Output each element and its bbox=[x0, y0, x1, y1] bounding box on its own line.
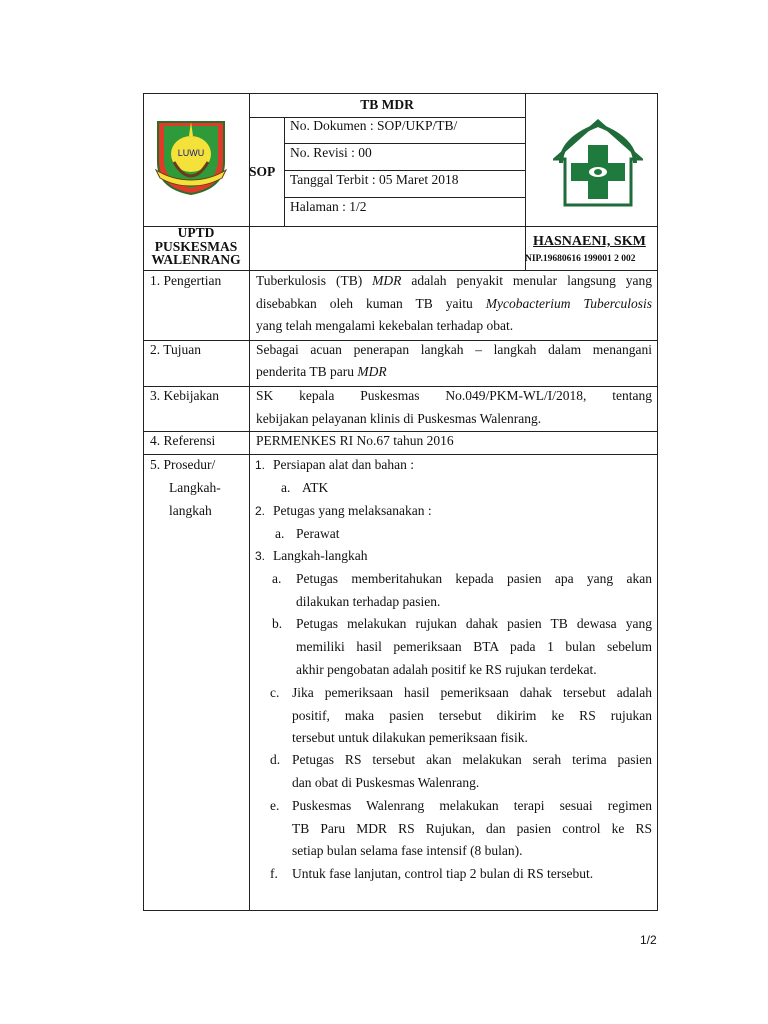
list-item-2-num: 2. bbox=[255, 504, 266, 518]
row-label-tujuan: 2. Tujuan bbox=[150, 342, 202, 357]
signer-name: HASNAENI, SKM bbox=[533, 234, 646, 249]
pengertian-l2a: disebabkan oleh kuman TB yaitu bbox=[256, 296, 486, 311]
pengertian-l1c: adalah penyakit menular langsung yang bbox=[401, 273, 652, 288]
row-label-langkah2: langkah bbox=[169, 503, 212, 518]
kebijakan-line2: kebijakan pelayanan klinis di Puskesmas Walenrang. bbox=[256, 411, 542, 426]
luwu-logo-text: LUWU bbox=[177, 148, 205, 158]
step-f-line1: Untuk fase lanjutan, control tiap 2 bulan di RS tersebut. bbox=[292, 866, 594, 881]
page-info: Halaman : 1/2 bbox=[290, 199, 367, 214]
signer-nip bbox=[525, 251, 636, 267]
step-e-line1: Puskesmas Walenrang melakukan terapi sesuai regimen bbox=[292, 798, 652, 813]
step-b-num: b. bbox=[272, 616, 283, 631]
table-border-right bbox=[657, 93, 658, 911]
pengertian-l1b: MDR bbox=[372, 273, 402, 288]
luwu-logo bbox=[152, 116, 230, 196]
step-c-line3: tersebut untuk dilakukan pemeriksaan fisik. bbox=[292, 730, 528, 745]
step-c-num: c. bbox=[270, 685, 280, 700]
referensi-line1: PERMENKES RI No.67 tahun 2016 bbox=[256, 433, 454, 448]
table-border-bottom bbox=[143, 910, 658, 911]
row-label-referensi: 4. Referensi bbox=[150, 433, 216, 448]
list-item-3-text: Langkah-langkah bbox=[273, 548, 368, 563]
step-d-num: d. bbox=[270, 752, 281, 767]
pengertian-l1a: Tuberkulosis (TB) bbox=[256, 273, 373, 288]
org-name-line2: PUSKESMAS bbox=[154, 239, 238, 254]
list-item-3-num: 3. bbox=[255, 549, 266, 563]
list-item-2-text: Petugas yang melaksanakan : bbox=[273, 503, 432, 518]
list-item-1a-num: a. bbox=[281, 480, 291, 495]
tujuan-line1: Sebagai acuan penerapan langkah – langkah dalam menangani bbox=[256, 342, 652, 357]
step-a-line1: Petugas memberitahukan kepada pasien apa yang akan bbox=[296, 571, 652, 586]
row-label-kebijakan: 3. Kebijakan bbox=[150, 388, 219, 403]
step-d-line2: dan obat di Puskesmas Walenrang. bbox=[292, 775, 480, 790]
step-c-line1: Jika pemeriksaan hasil pemeriksaan dahak tersebut adalah bbox=[292, 685, 652, 700]
step-e-num: e. bbox=[270, 798, 280, 813]
step-d-line1: Petugas RS tersebut akan melakukan serah terima pasien bbox=[292, 752, 652, 767]
pengertian-l2b: Mycobacterium Tuberculosis bbox=[485, 296, 652, 311]
step-e-line2: TB Paru MDR RS Rujukan, dan pasien control ke RS bbox=[292, 821, 652, 836]
pengertian-line1 bbox=[256, 273, 652, 289]
row-line-2 bbox=[143, 386, 658, 387]
page-number: 1/2 bbox=[640, 933, 657, 947]
column-divider bbox=[249, 93, 250, 911]
table-border-top bbox=[143, 93, 658, 94]
row-line-1 bbox=[143, 340, 658, 341]
publish-date: Tanggal Terbit : 05 Maret 2018 bbox=[290, 172, 459, 187]
list-item-1-num: 1. bbox=[255, 458, 266, 472]
org-name-line3: WALENRANG bbox=[151, 252, 241, 267]
tanggal-row-line bbox=[284, 197, 525, 198]
org-name-line1: UPTD bbox=[177, 225, 215, 240]
tujuan-line2 bbox=[256, 364, 387, 380]
step-b-line2: memiliki hasil pemeriksaan BTA pada 1 bulan sebelum bbox=[296, 639, 652, 654]
row-label-pengertian: 1. Pengertian bbox=[150, 273, 222, 288]
kebijakan-line1: SK kepala Puskesmas No.049/PKM-WL/I/2018, tentang bbox=[256, 388, 652, 403]
doc-row-line bbox=[284, 143, 525, 144]
puskesmas-logo bbox=[553, 119, 643, 207]
step-f-num: f. bbox=[270, 866, 278, 881]
list-item-2a-text: Perawat bbox=[296, 526, 340, 541]
row-label-langkah: Langkah- bbox=[169, 480, 221, 495]
tujuan-l2a: penderita TB paru bbox=[256, 364, 358, 379]
list-item-1-text: Persiapan alat dan bahan : bbox=[273, 457, 414, 472]
signer-nip-prefix: NIP. bbox=[525, 254, 543, 264]
tujuan-l2b: MDR bbox=[357, 364, 387, 379]
step-c-line2: positif, maka pasien tersebut dikirim ke RS rujukan bbox=[292, 708, 652, 723]
row-line-4 bbox=[143, 454, 658, 455]
signer-nip-number: 19680616 199001 2 002 bbox=[542, 254, 636, 264]
row-label-prosedur: 5. Prosedur/ bbox=[150, 457, 216, 472]
step-b-line3: akhir pengobatan adalah positif ke RS rujukan terdekat. bbox=[296, 662, 597, 677]
document-title: TB MDR bbox=[360, 97, 414, 112]
row-line-3 bbox=[143, 431, 658, 432]
header-bottom-line bbox=[143, 270, 658, 271]
sop-divider bbox=[284, 117, 285, 227]
revision-number: No. Revisi : 00 bbox=[290, 145, 372, 160]
pengertian-line2 bbox=[256, 296, 652, 312]
step-a-num: a. bbox=[272, 571, 282, 586]
header-right-divider bbox=[525, 93, 526, 270]
step-a-line2: dilakukan terhadap pasien. bbox=[296, 594, 441, 609]
list-item-2a-num: a. bbox=[275, 526, 285, 541]
doc-number: No. Dokumen : SOP/UKP/TB/ bbox=[290, 118, 458, 133]
revisi-row-line bbox=[284, 170, 525, 171]
step-b-line1: Petugas melakukan rujukan dahak pasien TB dewasa yang bbox=[296, 616, 652, 631]
step-e-line3: setiap bulan selama fase intensif (8 bulan). bbox=[292, 843, 523, 858]
table-border-left bbox=[143, 93, 144, 911]
pengertian-line3: yang telah mengalami kekebalan terhadap obat. bbox=[256, 318, 514, 333]
list-item-1a-text: ATK bbox=[302, 480, 329, 495]
sop-label: SOP bbox=[249, 164, 276, 179]
